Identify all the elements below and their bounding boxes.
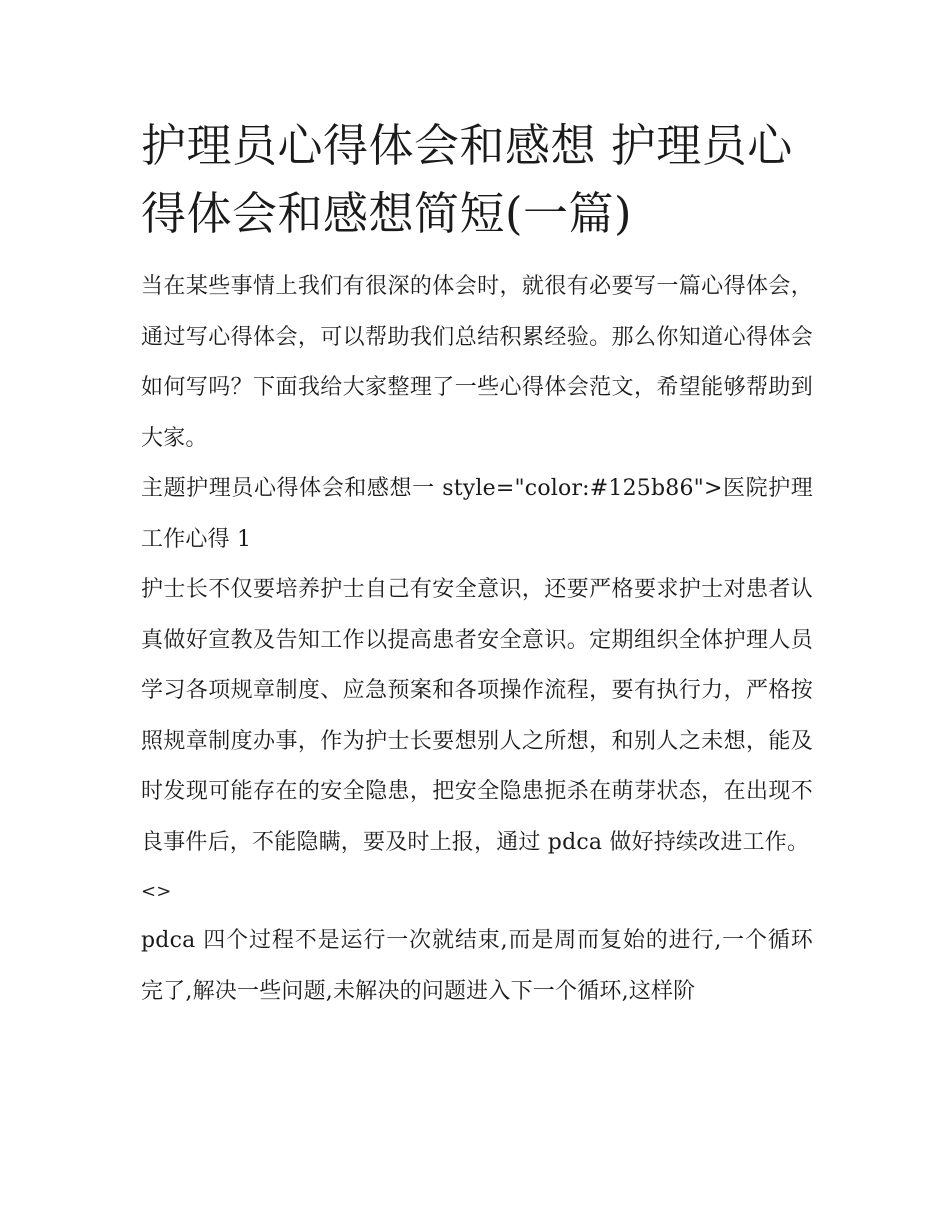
safety-paragraph: 护士长不仅要培养护士自己有安全意识，还要严格要求护士对患者认真做好宣教及告知工作以提高患者安全意识。定期组织全体护理人员学习各项规章制度、应急预案和各项操作流程，要有执行力，严格按照规章制度办事，作为护士长要想别人之所想，和别人之未想，能及时发现可能存在的安全隐患，把安全隐患扼杀在萌芽状态，在出现不良事件后，不能隐瞒，要及时上报，通过 pdca 做好持续改进工作。 [141, 577, 813, 855]
intro-paragraph: 当在某些事情上我们有很深的体会时，就很有必要写一篇心得体会，通过写心得体会，可以帮助我们总结积累经验。那么你知道心得体会如何写吗？下面我给大家整理了一些心得体会范文，希望能够帮助到大家。 [141, 274, 813, 451]
document-title: 护理员心得体会和感想 护理员心得体会和感想简短(一篇) [141, 119, 793, 240]
pdca-paragraph: pdca 四个过程不是运行一次就结束,而是周而复始的进行,一个循环完了,解决一些问题,未解决的问题进入下一个循环,这样阶 [141, 928, 813, 1004]
topic-heading-paragraph: 主题护理员心得体会和感想一 style="color:#125b86">医院护理工作心得 1 [141, 476, 813, 552]
document-page [141, 112, 813, 1017]
empty-tag-line: <> [141, 881, 172, 902]
